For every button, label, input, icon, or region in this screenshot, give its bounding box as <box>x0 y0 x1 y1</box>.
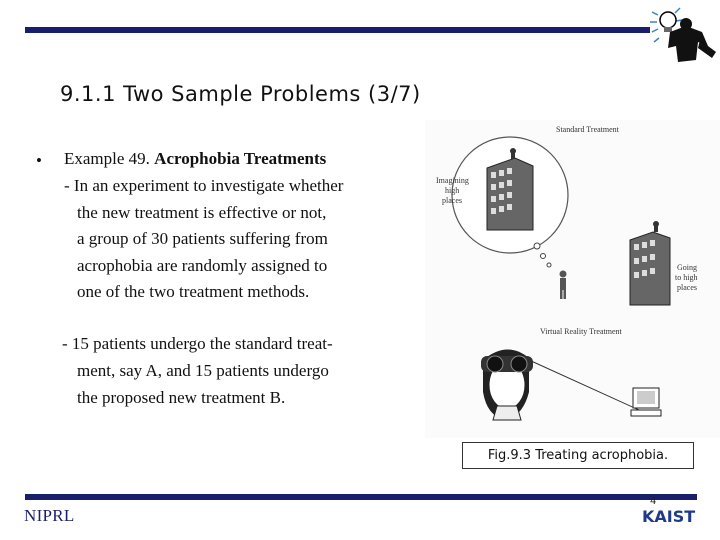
vr-treatment-label: Virtual Reality Treatment <box>540 327 622 336</box>
bullet-marker: • <box>36 151 42 170</box>
lightbulb-thinker-icon <box>642 2 720 66</box>
kaist-logo <box>640 504 700 526</box>
example-title: Acrophobia Treatments <box>154 149 327 168</box>
bottom-divider <box>25 494 697 500</box>
going-text: Going <box>677 263 697 272</box>
kaist-logo-text: KAIST <box>642 507 696 526</box>
para1-line: a group of 30 patients suffering from <box>77 229 328 248</box>
imagining-text: high <box>445 186 460 195</box>
going-text: to high <box>675 273 698 282</box>
example-heading <box>64 146 326 173</box>
imagining-text: places <box>442 196 462 205</box>
para2-line: - 15 patients undergo the standard treat- <box>62 334 333 353</box>
para2-line: the proposed new treatment B. <box>77 388 286 407</box>
standard-treatment-label: Standard Treatment <box>556 125 619 134</box>
para2-line: ment, say A, and 15 patients undergo <box>77 361 329 380</box>
acrophobia-illustration <box>425 120 720 438</box>
para1-line: - In an experiment to investigate whether <box>64 176 344 195</box>
para1-line: acrophobia are randomly assigned to <box>77 256 328 275</box>
page-number: 4 <box>650 496 657 507</box>
example-label: Example 49. <box>64 149 150 168</box>
figure-caption: Fig.9.3 Treating acrophobia. <box>462 442 694 469</box>
going-text: places <box>677 283 697 292</box>
top-divider <box>25 27 650 33</box>
footer-niprl-label: NIPRL <box>24 506 75 525</box>
para1-line: the new treatment is effective or not, <box>77 203 327 222</box>
computer-icon <box>631 388 661 416</box>
para1-line: one of the two treatment methods. <box>77 282 310 301</box>
slide-title: 9.1.1 Two Sample Problems (3/7) <box>60 82 421 106</box>
imagining-text: Imagining <box>436 176 469 185</box>
